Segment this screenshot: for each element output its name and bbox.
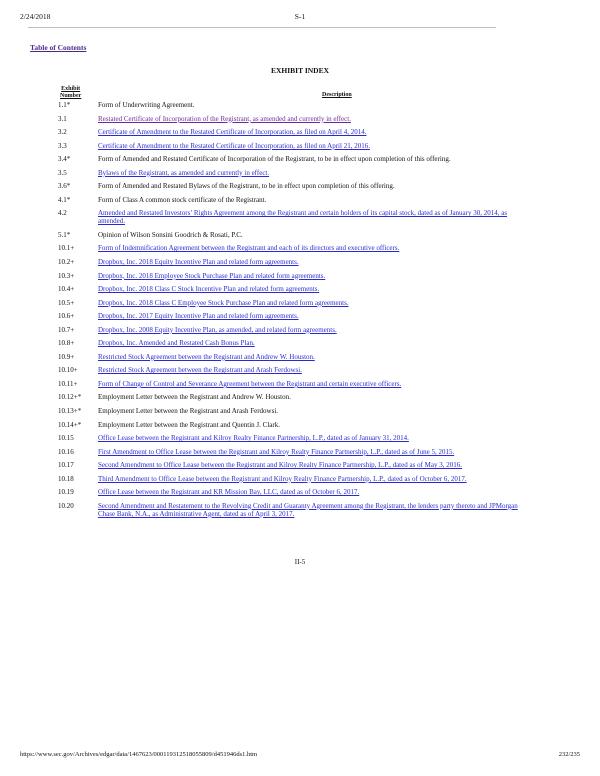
exhibit-number: 10.3+	[58, 271, 75, 280]
exhibit-row	[0, 407, 600, 415]
exhibit-number: 10.6+	[58, 312, 75, 321]
exhibit-link[interactable]: First Amendment to Office Lease between the Registrant and Kilroy Realty Finance Partnership, L.P., dated as of June 5, 2015.	[98, 447, 455, 456]
exhibit-number: 3.4*	[58, 155, 71, 164]
exhibit-row	[0, 353, 600, 361]
exhibit-row	[0, 461, 600, 469]
exhibit-row	[0, 421, 600, 429]
exhibit-link[interactable]: Second Amendment and Restatement to the Revolving Credit and Guaranty Agreement among the Registrant, the lenders party thereto and JPMorgan Chase Bank, N.A., as Administrative Agent, dated as of April 3, 2017.	[98, 501, 518, 518]
document-title: S-1	[294, 12, 306, 21]
exhibit-row	[0, 448, 600, 456]
exhibit-description: Employment Letter between the Registrant and Andrew W. Houston.	[98, 393, 291, 402]
exhibit-number: 1.1*	[58, 101, 71, 109]
exhibit-number: 3.6*	[58, 182, 71, 191]
exhibit-description: Form of Amended and Restated Certificate of Incorporation of the Registrant, to be in effect upon completion of this offering.	[98, 155, 451, 164]
exhibit-row	[0, 142, 600, 150]
footer-page-count: 232/235	[558, 751, 580, 758]
exhibit-row	[0, 502, 600, 518]
exhibit-row	[0, 128, 600, 136]
exhibit-row	[0, 488, 600, 496]
exhibit-number: 5.1*	[58, 230, 71, 239]
footer-url: https://www.sec.gov/Archives/edgar/data/1467623/000119312518055809/d451946ds1.htm	[20, 751, 258, 758]
exhibit-number: 10.2+	[58, 258, 75, 267]
exhibit-row	[0, 182, 600, 190]
exhibit-link[interactable]: Restricted Stock Agreement between the Registrant and Andrew W. Houston.	[98, 352, 315, 361]
exhibit-description: Form of Amended and Restated Bylaws of the Registrant, to be in effect upon completion of this offering.	[98, 182, 395, 191]
table-of-contents-link[interactable]: Table of Contents	[30, 43, 87, 52]
exhibit-row	[0, 155, 600, 163]
exhibit-number: 3.1	[58, 114, 67, 123]
print-header	[20, 12, 580, 24]
exhibit-description: Form of Class A common stock certificate of the Registrant.	[98, 195, 267, 204]
exhibit-link[interactable]: Third Amendment to Office Lease between the Registrant and Kilroy Realty Finance Partnership, L.P., dated as of October 6, 2017.	[98, 474, 467, 483]
exhibit-row	[0, 169, 600, 177]
exhibit-row	[0, 380, 600, 388]
exhibit-number: 10.18	[58, 474, 74, 483]
exhibit-link[interactable]: Dropbox, Inc. 2018 Employee Stock Purchase Plan and related form agreements.	[98, 271, 326, 280]
exhibit-description: Form of Underwriting Agreement.	[98, 101, 195, 109]
exhibit-number: 10.16	[58, 447, 74, 456]
exhibit-link[interactable]: Second Amendment to Office Lease between the Registrant and Kilroy Realty Finance Partnership, L.P., dated as of May 3, 2016.	[98, 461, 462, 470]
column-header-line2: Number	[60, 93, 82, 99]
column-header-exhibit-number	[60, 86, 81, 100]
exhibit-number: 10.1+	[58, 244, 75, 253]
column-header-description: Description	[322, 92, 352, 98]
exhibit-link[interactable]: Dropbox, Inc. 2018 Equity Incentive Plan and related form agreements.	[98, 258, 299, 267]
exhibit-row	[0, 231, 600, 239]
exhibit-link[interactable]: Certificate of Amendment to the Restated Certificate of Incorporation, as filed on April 4, 2014.	[98, 128, 367, 137]
exhibit-link[interactable]: Office Lease between the Registrant and KR Mission Bay, LLC, dated as of October 6, 2017.	[98, 488, 360, 497]
exhibit-number: 10.14+*	[58, 420, 82, 429]
exhibit-row	[0, 339, 600, 347]
exhibit-link[interactable]: Dropbox, Inc. 2017 Equity Incentive Plan and related form agreements.	[98, 312, 299, 321]
exhibit-number: 4.2	[58, 209, 67, 218]
exhibit-row	[0, 272, 600, 280]
exhibit-link[interactable]: Amended and Restated Investors’ Rights Agreement among the Registrant and certain holders of its capital stock, dated as of January 30, 2014, as amended.	[98, 209, 508, 226]
exhibit-link[interactable]: Restated Certificate of Incorporation of the Registrant, as amended and currently in effect.	[98, 114, 351, 123]
exhibit-number: 10.7+	[58, 325, 75, 334]
column-header-line1: Exhibit	[61, 86, 81, 92]
exhibit-link[interactable]: Dropbox, Inc. 2018 Class C Employee Stock Purchase Plan and related form agreements.	[98, 298, 349, 307]
exhibit-number: 10.4+	[58, 285, 75, 294]
exhibit-row	[0, 434, 600, 442]
exhibit-number: 10.19	[58, 488, 74, 497]
exhibit-link[interactable]: Dropbox, Inc. 2008 Equity Incentive Plan, as amended, and related form agreements.	[98, 325, 337, 334]
exhibit-link[interactable]: Office Lease between the Registrant and Kilroy Realty Finance Partnership, L.P., dated as of January 31, 2014.	[98, 434, 409, 443]
exhibit-number: 4.1*	[58, 195, 71, 204]
exhibit-link[interactable]: Certificate of Amendment to the Restated Certificate of Incorporation, as filed on April 21, 2016.	[98, 141, 370, 150]
exhibit-row	[0, 299, 600, 307]
exhibit-number: 3.3	[58, 141, 67, 150]
exhibit-index-title: EXHIBIT INDEX	[270, 66, 329, 75]
exhibit-number: 10.17	[58, 461, 74, 470]
exhibit-table	[0, 101, 600, 523]
exhibit-number: 3.5	[58, 168, 67, 177]
exhibit-row	[0, 285, 600, 293]
exhibit-row	[0, 244, 600, 252]
exhibit-link[interactable]: Dropbox, Inc. 2018 Class C Stock Incentive Plan and related form agreements.	[98, 285, 320, 294]
exhibit-number: 10.13+*	[58, 407, 82, 416]
exhibit-link[interactable]: Bylaws of the Registrant, as amended and currently in effect.	[98, 168, 270, 177]
exhibit-row	[0, 101, 600, 109]
exhibit-row	[0, 326, 600, 334]
exhibit-description: Employment Letter between the Registrant and Arash Ferdowsi.	[98, 407, 279, 416]
exhibit-row	[0, 312, 600, 320]
exhibit-number: 10.8+	[58, 339, 75, 348]
exhibit-row	[0, 366, 600, 374]
exhibit-row	[0, 196, 600, 204]
exhibit-number: 10.10+	[58, 366, 78, 375]
exhibit-row	[0, 475, 600, 483]
exhibit-link[interactable]: Form of Change of Control and Severance Agreement between the Registrant and certain executive officers.	[98, 379, 402, 388]
exhibit-row	[0, 115, 600, 123]
exhibit-number: 3.2	[58, 128, 67, 137]
exhibit-number: 10.15	[58, 434, 74, 443]
exhibit-link[interactable]: Dropbox, Inc. Amended and Restated Cash Bonus Plan.	[98, 339, 255, 348]
exhibit-row	[0, 258, 600, 266]
exhibit-number: 10.12+*	[58, 393, 82, 402]
exhibit-description: Employment Letter between the Registrant and Quentin J. Clark.	[98, 420, 280, 429]
exhibit-description: Opinion of Wilson Sonsini Goodrich & Rosati, P.C.	[98, 230, 243, 239]
print-date: 2/24/2018	[20, 12, 51, 21]
exhibit-number: 10.11+	[58, 379, 78, 388]
exhibit-number: 10.9+	[58, 352, 75, 361]
exhibit-row	[0, 393, 600, 401]
exhibit-link[interactable]: Form of Indemnification Agreement between the Registrant and each of its directors and executive officers.	[98, 244, 400, 253]
exhibit-number: 10.5+	[58, 298, 75, 307]
header-divider	[28, 27, 496, 28]
exhibit-link[interactable]: Restricted Stock Agreement between the Registrant and Arash Ferdowsi.	[98, 366, 302, 375]
page-number: II-5	[294, 558, 306, 566]
exhibit-row	[0, 209, 600, 225]
exhibit-number: 10.20	[58, 501, 74, 510]
